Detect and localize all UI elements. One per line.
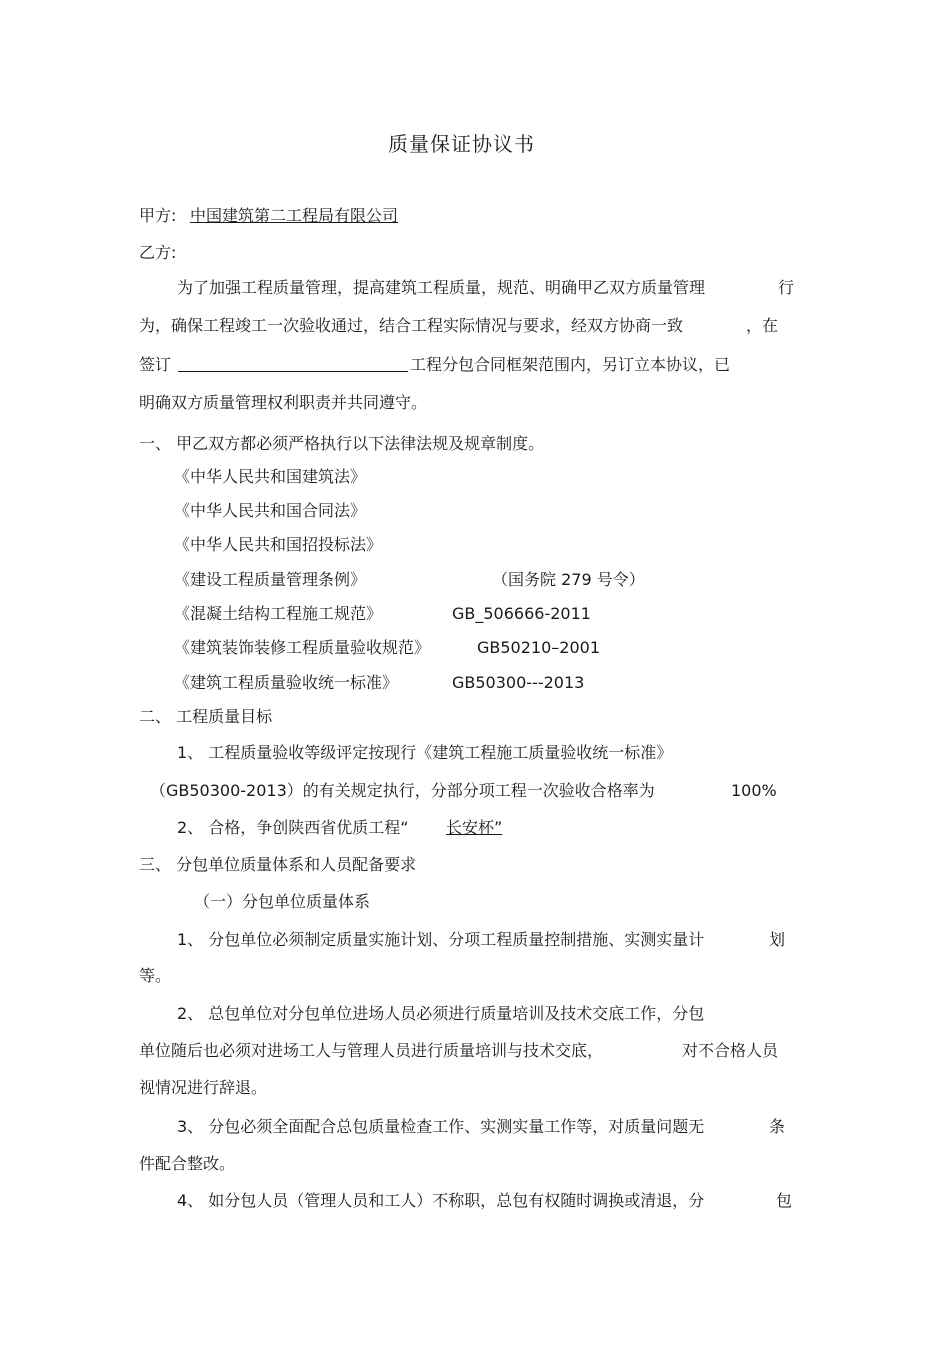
requirement-3-line-1-end: 条 (769, 1117, 786, 1136)
law-code: GB50210–2001 (477, 638, 600, 657)
intro-line-1: 为了加强工程质量管理，提高建筑工程质量，规范、明确甲乙双方质量管理 (177, 278, 706, 297)
intro-line-2-mid: ，在 (746, 316, 779, 335)
law-name: 《混凝土结构工程施工规范》 (174, 604, 383, 623)
intro-line-3-post: 工程分包合同框架范围内，另订立本协议，已 (410, 355, 731, 374)
requirement-1-line-1: 1、 分包单位必须制定质量实施计划、分项工程质量控制措施、实测实量计 (177, 930, 705, 949)
law-code: GB50300---2013 (452, 673, 585, 692)
intro-line-2: 为，确保工程竣工一次验收通过，结合工程实际情况与要求，经双方协商一致 (139, 316, 684, 335)
party-b-label: 乙方: (139, 243, 177, 262)
contract-name-blank (178, 355, 408, 372)
requirement-3-line-1: 3、 分包必须全面配合总包质量检查工作、实测实量工作等，对质量问题无 (177, 1117, 705, 1136)
quality-item-1-line-1: 1、 工程质量验收等级评定按现行《建筑工程施工质量验收统一标准》 (177, 743, 673, 762)
intro-line-1-end: 行 (778, 278, 795, 297)
pass-rate: 100% (731, 781, 777, 800)
law-code: （国务院 279 号令） (492, 570, 645, 589)
law-name: 《中华人民共和国招投标法》 (174, 535, 383, 554)
law-name: 《建筑工程质量验收统一标准》 (174, 673, 399, 692)
award-name: 长安杯” (446, 818, 503, 837)
party-a-value: 中国建筑第二工程局有限公司 (190, 206, 399, 225)
requirement-4-line-1: 4、 如分包人员（管理人员和工人）不称职，总包有权随时调换或清退，分 (177, 1191, 705, 1210)
section-2-heading: 二、 工程质量目标 (139, 707, 273, 726)
law-name: 《中华人民共和国合同法》 (174, 501, 367, 520)
requirement-2-line-2-end: 对不合格人员 (682, 1041, 779, 1060)
requirement-2-line-1: 2、 总包单位对分包单位进场人员必须进行质量培训及技术交底工作，分包 (177, 1004, 705, 1023)
requirement-4-line-1-end: 包 (776, 1191, 793, 1210)
section-1-heading: 一、 甲乙双方都必须严格执行以下法律法规及规章制度。 (139, 434, 545, 453)
quality-item-2: 2、 合格，争创陕西省优质工程“ (177, 818, 409, 837)
subsection-heading: （一）分包单位质量体系 (194, 892, 371, 911)
law-code: GB_506666-2011 (452, 604, 591, 623)
section-3-heading: 三、 分包单位质量体系和人员配备要求 (139, 855, 417, 874)
law-name: 《中华人民共和国建筑法》 (174, 467, 367, 486)
requirement-2-line-2: 单位随后也必须对进场工人与管理人员进行质量培训与技术交底， (139, 1041, 604, 1060)
quality-item-1-line-2: （GB50300-2013）的有关规定执行，分部分项工程一次验收合格率为 (150, 781, 655, 800)
requirement-2-line-3: 视情况进行辞退。 (139, 1078, 268, 1097)
requirement-3-line-2: 件配合整改。 (139, 1154, 236, 1173)
requirement-1-line-1-end: 划 (769, 930, 786, 949)
law-name: 《建筑装饰装修工程质量验收规范》 (174, 638, 431, 657)
document-title: 质量保证协议书 (388, 132, 535, 156)
law-name: 《建设工程质量管理条例》 (174, 570, 367, 589)
intro-line-3-pre: 签订 (139, 355, 172, 374)
requirement-1-line-2: 等。 (139, 966, 172, 985)
intro-line-4: 明确双方质量管理权利职责并共同遵守。 (139, 393, 428, 412)
party-a-label: 甲方: (139, 206, 177, 225)
